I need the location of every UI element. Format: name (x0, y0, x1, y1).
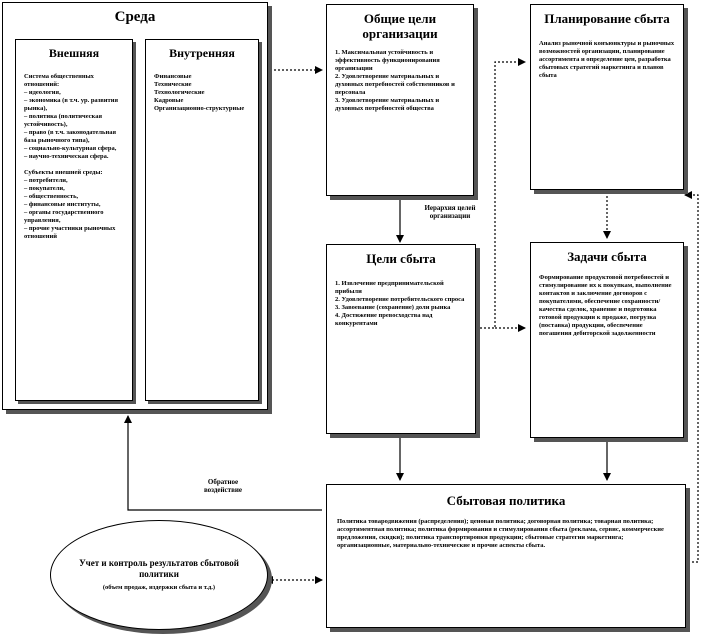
list-item: 4. Достижение превосходства над конкурентами (335, 312, 433, 327)
list-item: – финансовые институты, (24, 201, 101, 208)
external-env-list (24, 89, 124, 161)
sales-planning-text: Анализ рыночной конъюнктуры и рыночных возможностей организации, планирование ассортимента и определение цен, разработка сбытовых стратегий маркетинга и планов сбыта (539, 40, 675, 79)
arrow-policy-to-planning (685, 195, 698, 562)
list-item: 3. Удовлетворение материальных и духовных потребностей общества (335, 97, 440, 112)
sales-policy-box (326, 484, 686, 628)
list-item: Финансовые (154, 73, 192, 80)
external-env-intro: Система общественных отношений: (24, 73, 94, 88)
sales-goals-list (335, 280, 467, 328)
list-item: – прочие участники рыночных отношений (24, 225, 116, 240)
list-item: – потребители, (24, 177, 68, 184)
list-item: – покупатели, (24, 185, 65, 192)
sales-planning-box (530, 4, 684, 190)
org-goals-title: Общие цели организации (362, 11, 438, 41)
internal-env-list (154, 73, 250, 113)
list-item: Кадровые (154, 97, 184, 104)
list-item: 1. Извлечение предпринимательской прибыли (335, 280, 444, 295)
sales-policy-text: Политика товародвижения (распределения); ценовая политика; договорная политика; товарная политика; ассортиментная политика; политика формирования и стимулирования сбыта (реклама, сервис, коммерческие предложения, скидки); политика транспортировки продукции; сбытовые стратегии маркетинга; организационные, материально-технические и прочие аспекты сбыта. (337, 518, 664, 549)
org-goals-list (335, 49, 465, 113)
sales-tasks-text: Формирование продуктовой потребностей и стимулирование их к покупкам, выполнение контактов и заключение договоров с покупателями, обеспечение сохранности/качества сделок, хранение и подготовка готовой продукции к продаже, погрузка (поставка) продукции, обеспечение погашения дебиторской задолженности (539, 274, 672, 337)
list-item: – социально-культурная сфера, (24, 145, 117, 152)
list-item: Технологические (154, 89, 205, 96)
list-item: – научно-техническая сфера. (24, 153, 109, 160)
arrow-feedback-to-env (128, 416, 322, 510)
list-item: Технические (154, 81, 192, 88)
environment-title: Среда (114, 9, 156, 25)
sales-goals-box (326, 244, 476, 434)
sales-tasks-title: Задачи сбыта (567, 249, 647, 264)
sales-goals-title: Цели сбыта (366, 251, 436, 266)
internal-env-title: Внутренняя (169, 46, 235, 60)
arrow-sales-goals-to-planning (480, 62, 525, 328)
sales-tasks-box (530, 242, 684, 438)
list-item: – органы государственного управления, (24, 209, 104, 224)
external-env-title: Внешняя (48, 46, 100, 60)
list-item: 1. Максимальная устойчивость и эффективность функционирования организации (335, 49, 440, 72)
list-item: Организационно-структурные (154, 105, 245, 112)
list-item: – право (в т.ч. законодательная база рыночного типа), (24, 129, 116, 144)
control-title: Учет и контроль результатов сбытовой политики (79, 558, 239, 579)
sales-planning-title: Планирование сбыта (544, 11, 670, 26)
external-subjects-list (24, 177, 124, 241)
external-subjects-title: Субъекты внешней среды: (24, 169, 103, 176)
list-item: – общественность, (24, 193, 79, 200)
list-item: 2. Удовлетворение потребительского спроса (335, 296, 465, 303)
control-ellipse (50, 520, 268, 630)
internal-env-box (145, 39, 259, 401)
list-item: – экономика (в т.ч. ур. развития рынка), (24, 97, 119, 112)
list-item: 2. Удовлетворение материальных и духовных потребностей собственников и персонала (335, 73, 455, 96)
list-item: 3. Завоевание (сохранение) доли рынка (335, 304, 451, 311)
sales-policy-title: Сбытовая политика (446, 493, 566, 508)
list-item: – политика (политическая устойчивость), (24, 113, 102, 128)
org-goals-box (326, 4, 474, 196)
control-subtitle: (объем продаж, издержки сбыта и т.д.) (102, 584, 216, 591)
hierarchy-label: Иерархия целей организации (424, 204, 476, 220)
list-item: – идеология, (24, 89, 61, 96)
external-env-box (15, 39, 133, 401)
environment-box (2, 2, 268, 410)
feedback-label: Обратное воздействие (203, 478, 243, 494)
